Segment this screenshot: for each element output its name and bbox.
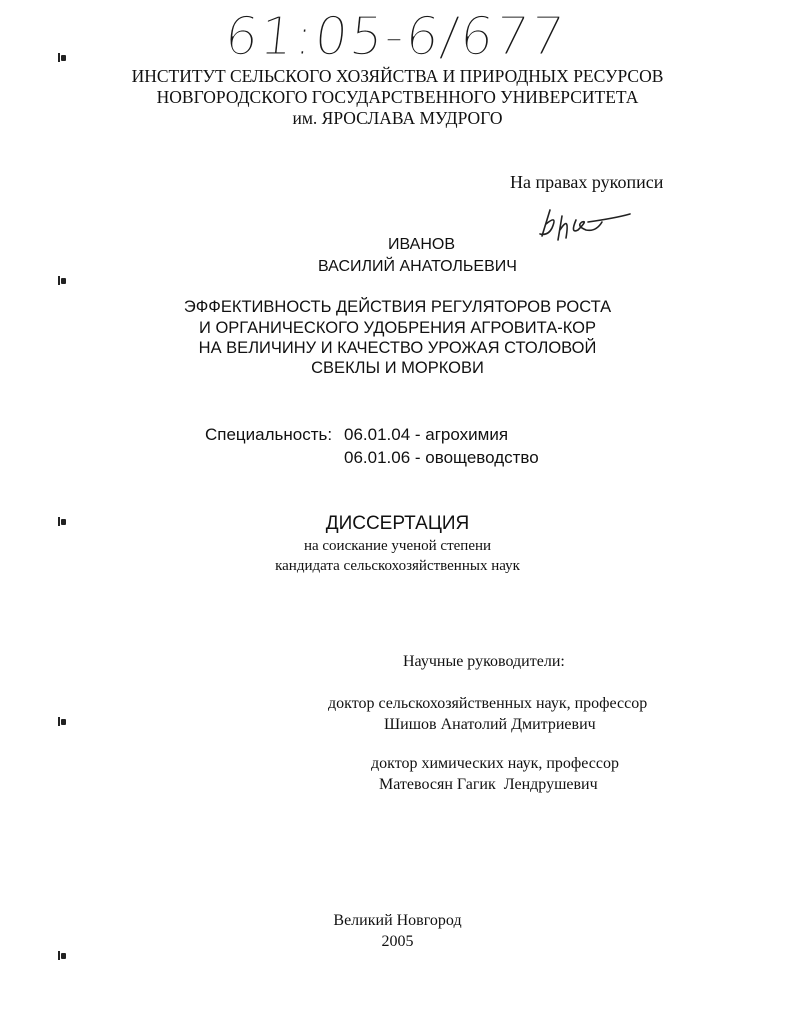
catalog-stamp: 61:05-6/677 <box>221 7 569 67</box>
work-type-line-2: кандидата сельскохозяйственных наук <box>275 558 520 574</box>
specialty-item-2: 06.01.06 - овощеводство <box>344 448 539 467</box>
title-line-1: ЭФФЕКТИВНОСТЬ ДЕЙСТВИЯ РЕГУЛЯТОРОВ РОСТА <box>183 298 612 316</box>
institution-line-3: им. ЯРОСЛАВА МУДРОГО <box>292 108 503 128</box>
supervisor-2-title: доктор химических наук, профессор <box>371 755 619 772</box>
binding-mark <box>58 276 66 285</box>
work-type-line-1: на соискание ученой степени <box>303 538 492 554</box>
binding-mark <box>58 53 66 62</box>
specialty-label: Специальность: <box>205 425 333 444</box>
supervisor-1-name: Шишов Анатолий Дмитриевич <box>384 716 596 733</box>
title-line-3: НА ВЕЛИЧИНУ И КАЧЕСТВО УРОЖАЯ СТОЛОВОЙ <box>198 339 597 357</box>
supervisors-heading: Научные руководители: <box>403 653 565 670</box>
author-given-names: ВАСИЛИЙ АНАТОЛЬЕВИЧ <box>318 258 517 275</box>
title-line-2: И ОРГАНИЧЕСКОГО УДОБРЕНИЯ АГРОВИТА-КОР <box>199 319 596 337</box>
supervisor-1-title: доктор сельскохозяйственных наук, профессор <box>328 695 648 712</box>
signature <box>536 200 636 250</box>
binding-mark <box>58 951 66 960</box>
specialty-item-1: 06.01.04 - агрохимия <box>344 425 509 444</box>
title-line-4: СВЕКЛЫ И МОРКОВИ <box>311 359 484 377</box>
year: 2005 <box>381 933 414 950</box>
author-surname: ИВАНОВ <box>388 236 455 253</box>
supervisor-2-name: Матевосян Гагик Лендрушевич <box>379 776 598 793</box>
rights-note: На правах рукописи <box>510 172 664 192</box>
institution-line-2: НОВГОРОДСКОГО ГОСУДАРСТВЕННОГО УНИВЕРСИТЕТА <box>156 87 639 107</box>
work-type-heading: ДИССЕРТАЦИЯ <box>325 513 470 534</box>
place: Великий Новгород <box>333 912 462 929</box>
institution-line-1: ИНСТИТУТ СЕЛЬСКОГО ХОЗЯЙСТВА И ПРИРОДНЫХ РЕСУРСОВ <box>131 66 664 86</box>
binding-mark <box>58 717 66 726</box>
